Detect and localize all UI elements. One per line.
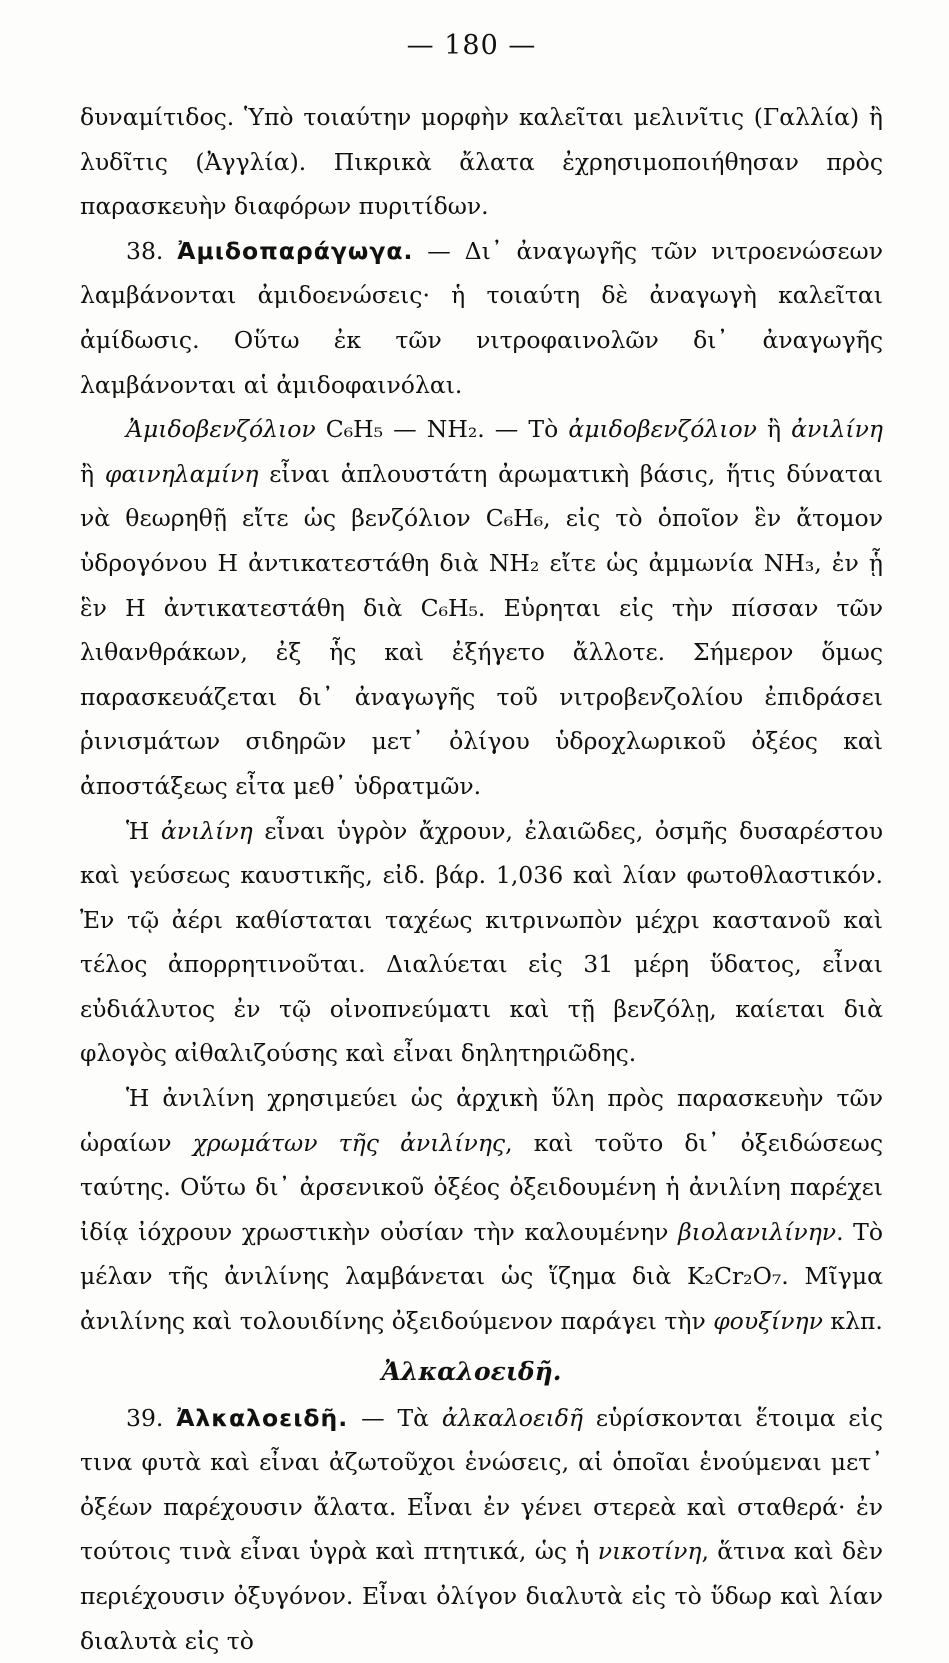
section-38-text: — Δι᾽ ἀναγωγῆς τῶν νιτροενώσεων λαμβάνονται ἀμιδοενώσεις· ἡ τοιαύτη δὲ ἀναγωγὴ καλεῖται ἀμίδωσις. Οὕτω ἐκ τῶν νιτροφαινολῶν δι᾽ ἀναγωγῆς λαμβάνονται αἱ ἀμιδοφαινόλαι. <box>80 236 883 399</box>
aniline-properties-text: εἶναι ὑγρὸν ἄχρουν, ἐλαιῶδες, ὀσμῆς δυσαρέστου καὶ γεύσεως καυστικῆς, εἰδ. βάρ. 1,036 καὶ λίαν φωτοθλαστικόν. Ἐν τῷ ἀέρι καθίσταται ταχέως κιτρινωπὸν μέχρι καστανοῦ καὶ τέλος ἀπορρητινοῦται. Διαλύεται εἰς 31 μέρη ὕδατος, εἶναι εὐδιάλυτος ἐν τῷ οἰνοπνεύματι καὶ τῇ βενζόλῃ, καίεται διὰ φλογὸς αἰθαλιζούσης καὶ εἶναι δηλητηριῶδης. <box>80 816 883 1068</box>
formula-text: C₆H₅ — NH₂. — Τὸ <box>315 415 569 444</box>
term-fuchsine: φουξίνην <box>713 1307 823 1336</box>
text-or-1: ἢ <box>756 415 792 444</box>
paragraph-continuation: δυναμίτιδος. Ὑπὸ τοιαύτην μορφὴν καλεῖται μελινῖτις (Γαλλία) ἢ λυδῖτις (Ἀγγλία). Πικρικὰ ἄλατα ἐχρησιμοποιήθησαν πρὸς παρασκευὴν διαφόρων πυριτίδων. <box>80 103 883 221</box>
text-mid: — Τὰ <box>348 1403 442 1432</box>
term-violaniline: βιολανιλίνην <box>678 1217 837 1246</box>
section-38-number: 38. <box>126 236 164 265</box>
section-39-number: 39. <box>126 1403 164 1432</box>
term-alkaloids: ἀλκαλοειδῆ <box>441 1403 583 1432</box>
subsection-heading-alkaloids: Ἀλκαλοειδῆ. <box>381 1356 562 1386</box>
text-mid: . Τὸ μέλαν τῆς ἀνιλίνης λαμβάνεται ὡς ἵζημα διὰ K₂Cr₂O₇. Μῖγμα ἀνιλίνης καὶ τολουιδίνης ὀξειδούμενον παράγει τὴν <box>80 1217 884 1336</box>
term-amidobenzene-2: ἀμιδοβενζόλιον <box>568 415 757 444</box>
text-start: Ἡ ἀνιλίνη χρησιμεύει ὡς ἀρχικὴ ὕλη πρὸς παρασκευὴν τῶν ὡραίων <box>80 1084 883 1157</box>
term-aniline-properties: ἀνιλίνη <box>160 816 253 845</box>
term-aniline-colors: χρωμάτων τῆς ἀνιλίνης <box>192 1128 506 1157</box>
page-number: — 180 — <box>406 30 537 61</box>
text-or-2: ἢ <box>80 459 105 488</box>
text-start: Ἡ <box>126 816 161 845</box>
text-end: , ἅτινα καὶ δὲν περιέχουσιν ὀξυγόνον. Εἶναι ὀλίγον διαλυτὰ εἰς τὸ ὕδωρ καὶ λίαν διαλυτὰ εἰς τὸ <box>80 1537 883 1655</box>
text-mid: εὑρίσκονται ἕτοιμα εἰς τινα φυτὰ καὶ εἶναι ἀζωτοῦχοι ἑνώσεις, αἱ ὁποῖαι ἑνούμεναι μετ᾽ ὀξέων παρέχουσιν ἄλατα. Εἶναι ἐν γένει στερεὰ καὶ σταθερά· ἐν τούτοις τινὰ εἶναι ὑγρὰ καὶ πτητικά, ὡς ἡ <box>80 1403 883 1566</box>
section-38-heading: Ἀμιδοπαράγωγα. <box>177 236 414 265</box>
term-aniline: ἀνιλίνη <box>791 415 883 444</box>
text-end: κλπ. <box>822 1307 883 1336</box>
term-nicotine: νικοτίνη <box>597 1537 702 1566</box>
text-mid: , καὶ τοῦτο δι᾽ ὀξειδώσεως ταύτης. Οὕτω δι᾽ ἀρσενικοῦ ὀξέος ὀξειδουμένη ἡ ἀνιλίνη παρέχει ἰδίᾳ ἰόχρουν χρωστικὴν οὐσίαν τὴν καλουμένην <box>80 1128 884 1246</box>
aniline-properties-paragraph <box>80 809 883 1077</box>
aniline-definition-text: εἶναι ἁπλουστάτη ἀρωματικὴ βάσις, ἥτις δύναται νὰ θεωρηθῇ εἴτε ὡς βενζόλιον C₆H₆, εἰς τὸ ὁποῖον ἓν ἄτομον ὑδρογόνου Η ἀντικατεστάθη διὰ NH₂ εἴτε ὡς ἀμμωνία NH₃, ἐν ᾗ ἓν Η ἀντικατεστάθη διὰ C₆H₅. Εὑρηται εἰς τὴν πίσσαν τῶν λιθανθράκων, ἐξ ἧς καὶ ἐξήγετο ἄλλοτε. Σήμερον ὅμως παρασκευάζεται δι᾽ ἀναγωγῆς τοῦ νιτροβενζολίου ἐπιδράσει ῥινισμάτων σιδηρῶν μετ᾽ ὀλίγου ὑδροχλωρικοῦ ὀξέος καὶ ἀποστάξεως εἶτα μεθ᾽ ὑδρατμῶν. <box>80 459 883 800</box>
aniline-definition-paragraph <box>80 407 883 808</box>
term-amidobenzene: Ἀμιδοβενζόλιον <box>126 415 316 444</box>
section-39-heading: Ἀλκαλοειδῆ. <box>176 1403 349 1432</box>
aniline-uses-paragraph <box>80 1076 883 1344</box>
section-38-paragraph <box>80 229 883 407</box>
section-39-paragraph <box>80 1396 883 1663</box>
term-phenylamine: φαινηλαμίνη <box>104 459 259 488</box>
